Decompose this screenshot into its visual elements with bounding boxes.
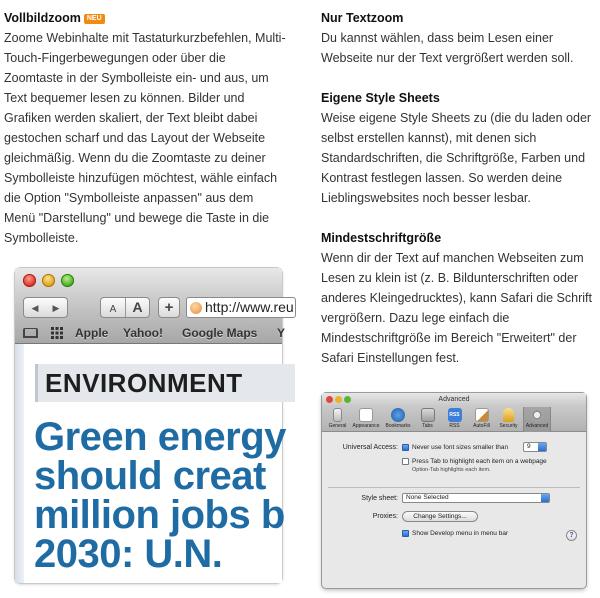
globe-icon: [391, 408, 405, 422]
style-sheet-label: Style sheet:: [361, 495, 398, 502]
tab-label: Tabs: [422, 423, 433, 429]
page-left-edge: [15, 344, 24, 583]
popup-arrows-icon: [541, 494, 549, 502]
prefs-titlebar: [322, 393, 586, 406]
tab-label: Security: [499, 423, 518, 429]
tab-highlight-text: Press Tab to highlight each item on a webpage: [412, 458, 547, 465]
tab-rss[interactable]: [442, 407, 467, 432]
minimize-window-icon[interactable]: [335, 396, 342, 403]
bookmark-yahoo[interactable]: Yahoo!: [123, 326, 164, 340]
develop-menu-text: Show Develop menu in menu bar: [412, 530, 509, 537]
section-banner: ENVIRONMENT: [35, 364, 295, 402]
left-column: [4, 8, 286, 268]
tab-advanced[interactable]: [523, 407, 551, 432]
rss-icon: RSS: [448, 408, 462, 422]
tab-label: RSS: [449, 423, 460, 429]
new-badge: NEU: [84, 14, 105, 24]
tab-label: General: [328, 423, 347, 429]
prefs-window-title: Advanced: [438, 396, 470, 403]
section-body: Du kannst wählen, dass beim Lesen einer Webseite nur der Text vergrößert werden soll.: [321, 31, 574, 65]
section-nur-textzoom: [321, 8, 593, 68]
tab-label: Bookmarks: [385, 423, 411, 429]
tab-tabs[interactable]: [415, 407, 440, 432]
headline-line: million jobs b: [34, 493, 285, 537]
section-mindestschriftgroesse: [321, 228, 593, 368]
tab-appearance[interactable]: [351, 407, 381, 432]
tab-security[interactable]: [496, 407, 521, 432]
close-window-icon[interactable]: [326, 396, 333, 403]
section-body: Zoome Webinhalte mit Tastaturkurzbefehlen, Multi-Touch-Fingerbewegungen oder über die Zoomtaste in der Symbolleiste ein- und aus, um Text bequemer lesen zu können. Bilder und Grafiken werden skaliert, der Text bleibt dabei gestochen scharf und das Layout der Webseite gleichmäßig. Wenn du die Zoomtaste zu deiner Symbolleiste hinzufügen möchtest, wähle einfach die Option "Symbolleiste anpassen" aus dem Menü "Darstellung" und bewege die Taste in die Symbolleiste.: [4, 31, 286, 245]
back-arrow-icon[interactable]: ◀: [31, 303, 39, 313]
section-body: Weise eigene Style Sheets zu (die du laden oder selbst erstellen kannst), mit denen sich Standardschriften, die Schriftgröße, Farben und Kontrast festlegen lassen. So werden deine Lieblingswebsites noch besser lesbar.: [321, 111, 592, 205]
tab-label: Appearance: [352, 423, 380, 429]
tab-general[interactable]: [325, 407, 350, 432]
zoom-window-icon[interactable]: [344, 396, 351, 403]
develop-menu-checkbox[interactable]: [402, 530, 409, 537]
back-forward-group: [23, 297, 68, 318]
zoom-button-group: [100, 297, 150, 318]
section-body: Wenn dir der Text auf manchen Webseiten zum Lesen zu klein ist (z. B. Bildunterschriften oder anderes Kleingedrucktes), kann Safari die Schrift vergrößern. Dazu lege einfach die Mindestschriftgröße im Bereich "Erweitert" der Safari Einstellungen fest.: [321, 251, 592, 365]
help-button[interactable]: ?: [566, 530, 577, 541]
bookmark-apple[interactable]: Apple: [75, 326, 109, 340]
section-title-text: Vollbildzoom: [4, 11, 81, 25]
zoom-in-button[interactable]: A: [125, 298, 149, 317]
universal-access-label: Universal Access:: [342, 444, 398, 451]
tab-highlight-checkbox[interactable]: [402, 458, 409, 465]
advanced-preferences-window: [322, 393, 586, 588]
section-title: [4, 8, 286, 28]
bookmark-google-maps[interactable]: Google Maps: [182, 326, 258, 340]
address-url: http://www.reu: [205, 299, 294, 315]
browser-toolbar: [15, 294, 294, 322]
bookmark-overflow[interactable]: Y: [277, 326, 286, 340]
min-font-size-text: Never use font sizes smaller than: [412, 444, 509, 451]
proxies-label: Proxies:: [372, 513, 398, 520]
address-field[interactable]: [186, 297, 296, 318]
prefs-body: [322, 432, 586, 588]
section-vollbildzoom: [4, 8, 286, 248]
section-eigene-style-sheets: [321, 88, 593, 208]
popup-arrows-icon: [538, 443, 546, 451]
tab-highlight-subtext: Option-Tab highlights each item.: [412, 467, 491, 473]
appearance-icon: [359, 408, 373, 422]
prefs-tab-bar: [322, 406, 586, 432]
safari-window-screenshot: [15, 268, 294, 583]
headline-line: 2030: U.N.: [34, 532, 223, 576]
section-title: Mindestschriftgröße: [321, 231, 442, 245]
minimize-window-icon[interactable]: [42, 274, 55, 287]
book-icon[interactable]: [23, 328, 38, 338]
section-title: Eigene Style Sheets: [321, 91, 440, 105]
web-page-content: [15, 344, 286, 583]
switch-icon: [333, 408, 342, 422]
tab-label: Advanced: [525, 423, 549, 429]
change-settings-button[interactable]: Change Settings...: [402, 511, 478, 522]
style-sheet-select[interactable]: [402, 493, 550, 503]
headline-line: Green energy: [34, 415, 286, 459]
tab-bookmarks[interactable]: [383, 407, 413, 432]
tab-label: AutoFill: [473, 423, 490, 429]
lock-icon: [503, 408, 514, 422]
font-size-select[interactable]: [523, 442, 547, 452]
style-sheet-value: None Selected: [406, 494, 449, 501]
min-font-size-checkbox[interactable]: [402, 444, 409, 451]
add-bookmark-button[interactable]: +: [158, 297, 180, 318]
section-title: Nur Textzoom: [321, 11, 404, 25]
zoom-out-button[interactable]: A: [109, 304, 117, 315]
top-sites-grid-icon[interactable]: [51, 327, 63, 339]
window-titlebar: [15, 268, 282, 294]
bookmarks-bar: [15, 322, 286, 344]
forward-arrow-icon[interactable]: ▶: [52, 303, 60, 313]
article-headline[interactable]: [34, 415, 354, 576]
zoom-window-icon[interactable]: [61, 274, 74, 287]
right-column: [321, 8, 593, 388]
close-window-icon[interactable]: [23, 274, 36, 287]
font-size-value: 9: [527, 443, 531, 450]
pencil-icon: [475, 408, 489, 422]
headline-line: should creat: [34, 454, 266, 498]
tab-autofill[interactable]: [469, 407, 494, 432]
site-favicon-icon: [190, 302, 202, 314]
divider: [328, 487, 580, 488]
tabs-icon: [421, 408, 435, 422]
gear-icon: [530, 408, 544, 422]
